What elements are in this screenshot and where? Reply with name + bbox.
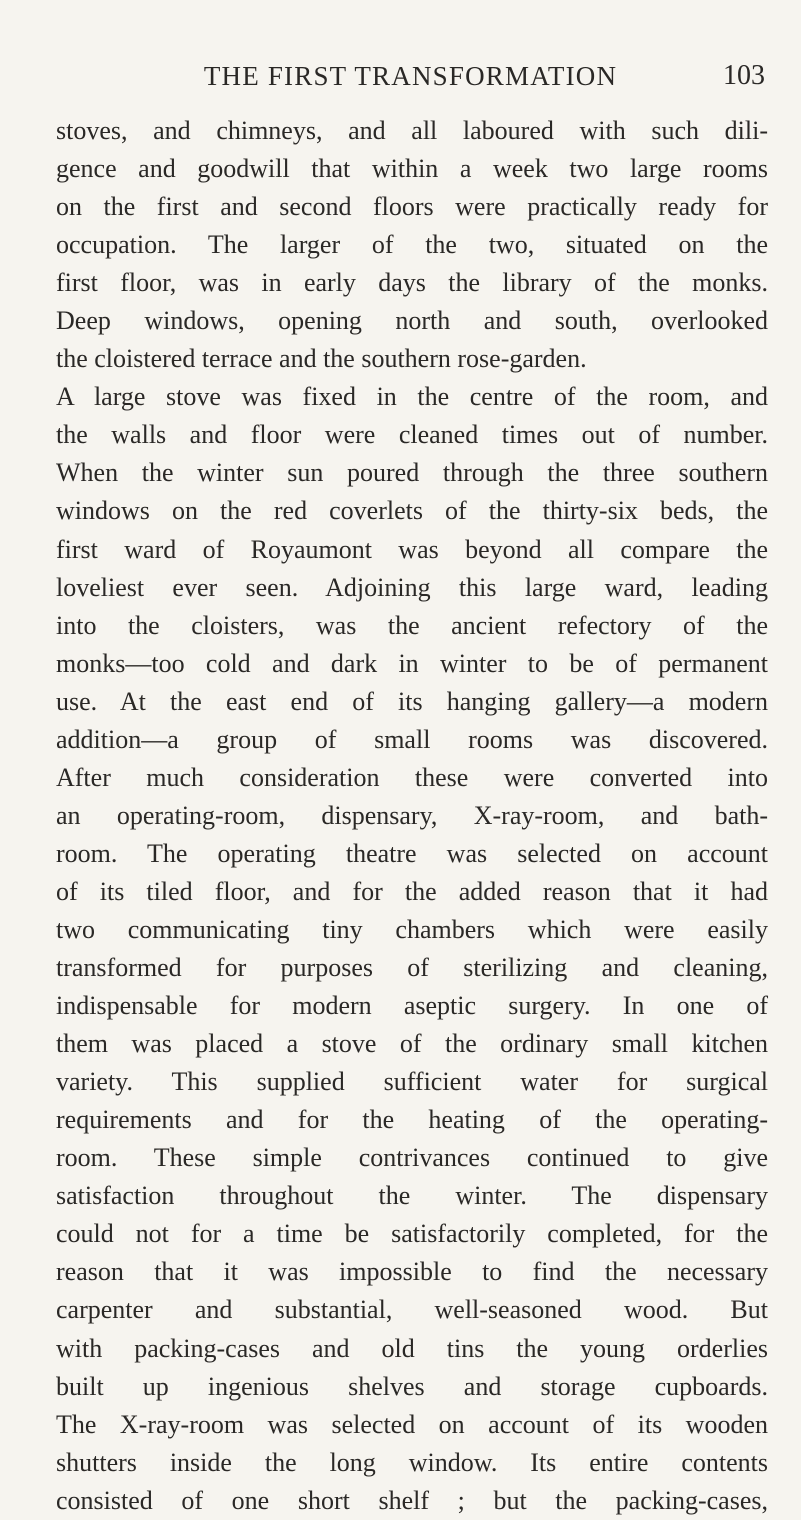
text-line: two communicating tiny chambers which were easily	[56, 914, 768, 944]
body-text	[56, 112, 768, 1520]
text-line: Deep windows, opening north and south, overlooked	[56, 306, 768, 336]
text-line: room. These simple contrivances continued to give	[56, 1143, 768, 1173]
text-line: transformed for purposes of sterilizing and cleaning,	[56, 953, 768, 983]
text-line: variety. This supplied sufficient water for surgical	[56, 1067, 768, 1097]
page-header	[56, 56, 765, 96]
text-line: indispensable for modern aseptic surgery. In one of	[56, 991, 768, 1021]
text-line: an operating-room, dispensary, X-ray-room, and bath-	[56, 800, 768, 830]
text-line: use. At the east end of its hanging gallery—a modern	[56, 686, 768, 716]
text-line: shutters inside the long window. Its entire contents	[56, 1447, 768, 1477]
running-head: THE FIRST TRANSFORMATION	[203, 61, 618, 91]
text-line: requirements and for the heating of the operating-	[56, 1105, 768, 1135]
text-line: on the first and second floors were practically ready for	[56, 192, 768, 222]
text-line: satisfaction throughout the winter. The dispensary	[56, 1181, 768, 1211]
text-line: first floor, was in early days the library of the monks.	[56, 268, 768, 298]
text-line: reason that it was impossible to find the necessary	[56, 1257, 768, 1287]
text-line: into the cloisters, was the ancient refectory of the	[56, 610, 768, 640]
text-line: windows on the red coverlets of the thirty-six beds, the	[56, 496, 768, 526]
text-line: stoves, and chimneys, and all laboured with such dili-	[56, 116, 768, 145]
text-line: first ward of Royaumont was beyond all compare the	[56, 534, 768, 564]
page-number: 103	[723, 60, 765, 91]
text-line: loveliest ever seen. Adjoining this large ward, leading	[56, 572, 768, 602]
text-line: The X-ray-room was selected on account of its wooden	[56, 1409, 768, 1439]
text-line: monks—too cold and dark in winter to be of permanent	[56, 648, 768, 678]
text-line: After much consideration these were converted into	[56, 762, 768, 792]
text-line: could not for a time be satisfactorily completed, for the	[56, 1219, 768, 1249]
text-line: the walls and floor were cleaned times out of number.	[56, 420, 768, 450]
text-line: the cloistered terrace and the southern rose-garden.	[56, 344, 587, 374]
text-line: them was placed a stove of the ordinary small kitchen	[56, 1029, 768, 1059]
text-line: of its tiled floor, and for the added reason that it had	[56, 876, 768, 906]
text-line: consisted of one short shelf ; but the packing-cases,	[56, 1485, 768, 1515]
text-line: When the winter sun poured through the three southern	[56, 458, 768, 488]
text-line: carpenter and substantial, well-seasoned wood. But	[56, 1295, 768, 1325]
text-line: occupation. The larger of the two, situated on the	[56, 230, 768, 260]
text-line: room. The operating theatre was selected on account	[56, 838, 768, 868]
text-line: built up ingenious shelves and storage cupboards.	[56, 1371, 768, 1401]
text-line: addition—a group of small rooms was discovered.	[56, 724, 768, 754]
text-line: gence and goodwill that within a week two large rooms	[56, 154, 768, 184]
text-line: with packing-cases and old tins the young orderlies	[56, 1333, 768, 1363]
text-line: A large stove was fixed in the centre of the room, and	[56, 382, 768, 412]
